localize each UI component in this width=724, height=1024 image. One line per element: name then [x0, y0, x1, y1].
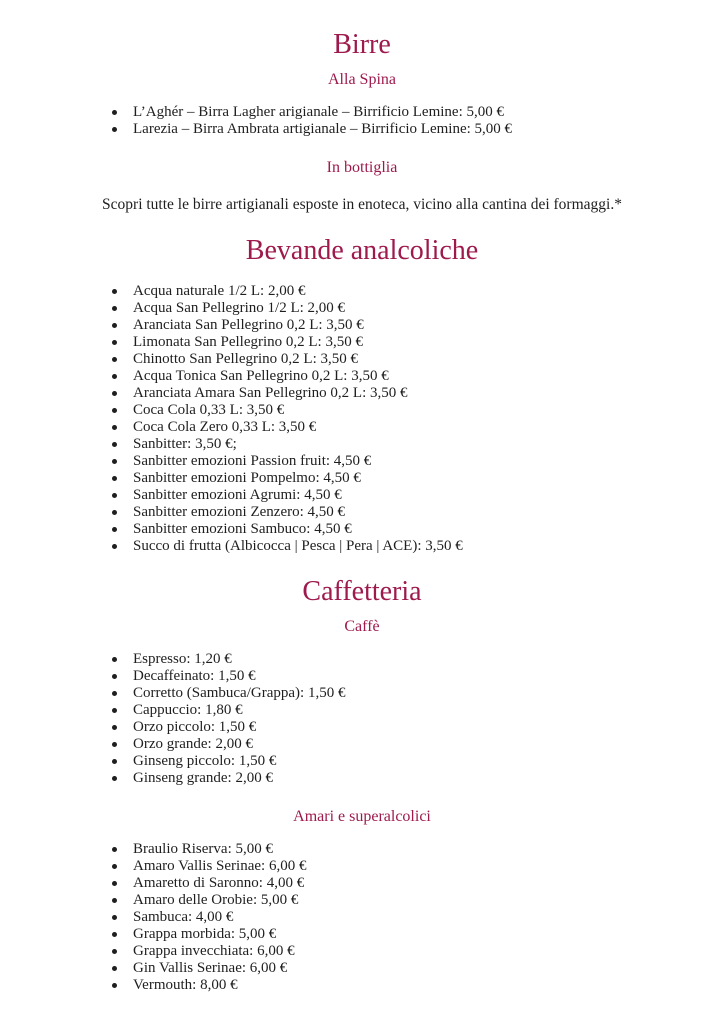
menu-item-text: Grappa invecchiata: 6,00 € [133, 943, 295, 959]
menu-item-text: Braulio Riserva: 5,00 € [133, 841, 273, 857]
menu-item-text: Sanbitter emozioni Zenzero: 4,50 € [133, 504, 346, 520]
menu-item-text: Chinotto San Pellegrino 0,2 L: 3,50 € [133, 351, 358, 367]
menu-item-text: Sanbitter emozioni Agrumi: 4,50 € [133, 487, 342, 503]
menu-list-item [133, 977, 684, 994]
bullet-icon [112, 425, 117, 430]
menu-item-text: Acqua naturale 1/2 L: 2,00 € [133, 283, 306, 299]
menu-list-item [133, 317, 684, 334]
bullet-icon [112, 510, 117, 515]
menu-item-text: Amaretto di Saronno: 4,00 € [133, 875, 305, 891]
menu-item-text: Coca Cola 0,33 L: 3,50 € [133, 402, 285, 418]
menu-item-text: Sambuca: 4,00 € [133, 909, 234, 925]
menu-section-bevande-analcoliche [0, 234, 724, 555]
menu-item-text: Orzo piccolo: 1,50 € [133, 719, 257, 735]
note-paragraph: Scopri tutte le birre artigianali esposte in enoteca, vicino alla cantina dei formaggi.* [102, 196, 622, 213]
menu-list-item [133, 926, 684, 943]
menu-list-item [133, 858, 684, 875]
section-subtitle: Alla Spina [328, 71, 396, 88]
menu-section-birre [0, 28, 724, 214]
bullet-icon [112, 691, 117, 696]
menu-item-text: Sanbitter emozioni Passion fruit: 4,50 € [133, 453, 372, 469]
bullet-icon [112, 932, 117, 937]
bullet-icon [112, 881, 117, 886]
section-title: Bevande analcoliche [245, 235, 479, 266]
menu-item-text: Decaffeinato: 1,50 € [133, 668, 256, 684]
menu-list-item [133, 487, 684, 504]
menu-item-text: Vermouth: 8,00 € [133, 977, 238, 993]
menu-list-item [133, 668, 684, 685]
section-subtitle: In bottiglia [326, 159, 398, 176]
menu-item-text: Coca Cola Zero 0,33 L: 3,50 € [133, 419, 317, 435]
bullet-icon [112, 725, 117, 730]
menu-item-text: Sanbitter: 3,50 €; [133, 436, 237, 452]
menu-list-item [133, 283, 684, 300]
menu-item-text: Acqua San Pellegrino 1/2 L: 2,00 € [133, 300, 346, 316]
bullet-icon [112, 110, 117, 115]
menu-item-text: L’Aghér – Birra Lagher arigianale – Birrificio Lemine: 5,00 € [133, 104, 504, 120]
bullet-icon [112, 340, 117, 345]
menu-list-item [133, 770, 684, 787]
menu-list-item [133, 470, 684, 487]
bullet-icon [112, 493, 117, 498]
menu-item-text: Aranciata San Pellegrino 0,2 L: 3,50 € [133, 317, 364, 333]
menu-list-item [133, 685, 684, 702]
section-title: Birre [333, 29, 391, 60]
menu-list-item [133, 300, 684, 317]
menu-item-list [133, 104, 684, 138]
menu-item-text: Larezia – Birra Ambrata artigianale – Birrificio Lemine: 5,00 € [133, 121, 513, 137]
menu-item-list [133, 651, 684, 787]
bullet-icon [112, 915, 117, 920]
bullet-icon [112, 459, 117, 464]
menu-list-item [133, 419, 684, 436]
menu-list-item [133, 351, 684, 368]
bullet-icon [112, 966, 117, 971]
menu-list-item [133, 436, 684, 453]
menu-list-item [133, 875, 684, 892]
bullet-icon [112, 527, 117, 532]
bullet-icon [112, 864, 117, 869]
menu-item-text: Limonata San Pellegrino 0,2 L: 3,50 € [133, 334, 363, 350]
menu-item-text: Succo di frutta (Albicocca | Pesca | Pera | ACE): 3,50 € [133, 538, 463, 554]
bullet-icon [112, 391, 117, 396]
menu-item-text: Amaro delle Orobie: 5,00 € [133, 892, 299, 908]
menu-list-item [133, 385, 684, 402]
menu-item-text: Aranciata Amara San Pellegrino 0,2 L: 3,50 € [133, 385, 408, 401]
menu-list-item [133, 504, 684, 521]
menu-list-item [133, 121, 684, 138]
menu-item-text: Espresso: 1,20 € [133, 651, 232, 667]
menu-list-item [133, 943, 684, 960]
menu-item-text: Sanbitter emozioni Sambuco: 4,50 € [133, 521, 352, 537]
menu-item-text: Cappuccio: 1,80 € [133, 702, 243, 718]
bullet-icon [112, 306, 117, 311]
menu-item-text: Sanbitter emozioni Pompelmo: 4,50 € [133, 470, 361, 486]
menu-item-list [133, 841, 684, 994]
menu-section-caffetteria [0, 575, 724, 994]
menu-list-item [133, 736, 684, 753]
menu-item-text: Acqua Tonica San Pellegrino 0,2 L: 3,50 € [133, 368, 389, 384]
menu-item-text: Corretto (Sambuca/Grappa): 1,50 € [133, 685, 346, 701]
bullet-icon [112, 674, 117, 679]
bullet-icon [112, 544, 117, 549]
bullet-icon [112, 374, 117, 379]
menu-item-text: Orzo grande: 2,00 € [133, 736, 253, 752]
bullet-icon [112, 442, 117, 447]
bullet-icon [112, 776, 117, 781]
menu-item-text: Gin Vallis Serinae: 6,00 € [133, 960, 288, 976]
bullet-icon [112, 949, 117, 954]
bullet-icon [112, 657, 117, 662]
menu-list-item [133, 651, 684, 668]
menu-list-item [133, 521, 684, 538]
bullet-icon [112, 742, 117, 747]
bullet-icon [112, 759, 117, 764]
menu-list-item [133, 368, 684, 385]
menu-list-item [133, 702, 684, 719]
section-subtitle: Caffè [344, 618, 380, 635]
bullet-icon [112, 847, 117, 852]
bullet-icon [112, 289, 117, 294]
menu-item-text: Ginseng piccolo: 1,50 € [133, 753, 277, 769]
bullet-icon [112, 476, 117, 481]
bullet-icon [112, 408, 117, 413]
menu-list-item [133, 453, 684, 470]
menu-list-item [133, 892, 684, 909]
menu-item-text: Ginseng grande: 2,00 € [133, 770, 273, 786]
bullet-icon [112, 708, 117, 713]
bullet-icon [112, 357, 117, 362]
section-title: Caffetteria [302, 576, 422, 607]
bullet-icon [112, 323, 117, 328]
menu-list-item [133, 402, 684, 419]
menu-item-text: Amaro Vallis Serinae: 6,00 € [133, 858, 307, 874]
menu-item-text: Grappa morbida: 5,00 € [133, 926, 277, 942]
section-subtitle: Amari e superalcolici [293, 808, 431, 825]
menu-item-list [133, 283, 684, 555]
menu-list-item [133, 104, 684, 121]
menu-list-item [133, 909, 684, 926]
menu-list-item [133, 719, 684, 736]
bullet-icon [112, 127, 117, 132]
bullet-icon [112, 983, 117, 988]
bullet-icon [112, 898, 117, 903]
menu-list-item [133, 841, 684, 858]
menu-list-item [133, 334, 684, 351]
menu-list-item [133, 753, 684, 770]
menu-list-item [133, 538, 684, 555]
menu-list-item [133, 960, 684, 977]
